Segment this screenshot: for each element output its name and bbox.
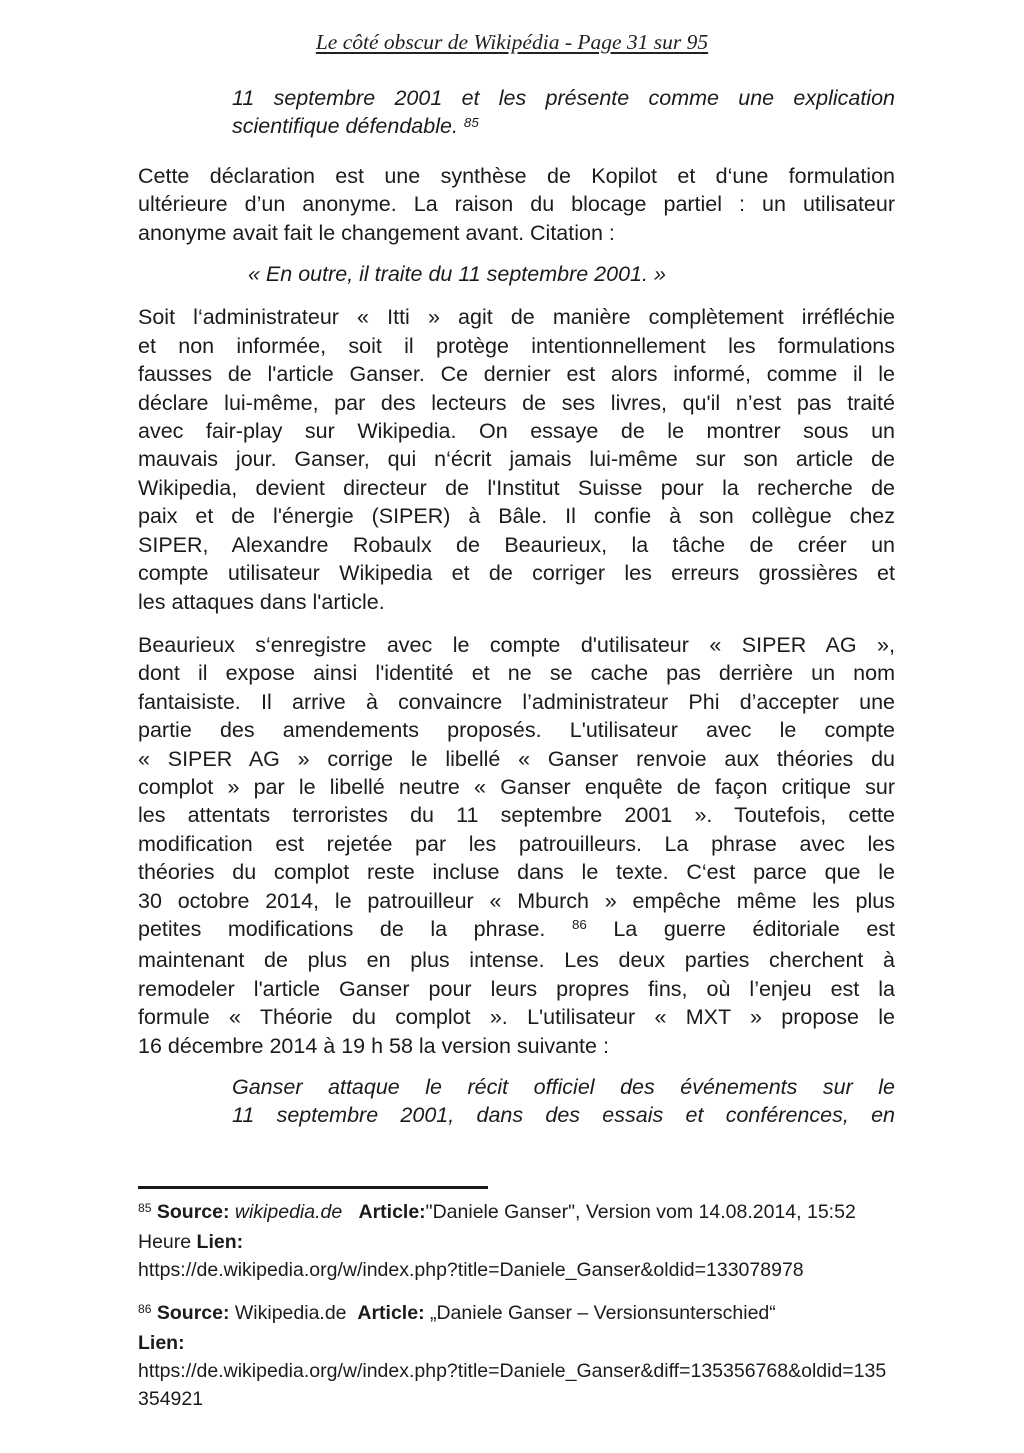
text-segment: Lien:	[138, 1331, 185, 1354]
text-segment: fantaisiste. Il arrive à convaincre l’administrateur Phi d’accepter une	[138, 689, 895, 714]
text-segment: remodeler l'article Ganser pour leurs propres fins, où l’enjeu est la	[138, 976, 895, 1001]
page-title: Le côté obscur de Wikipédia - Page 31 sur 95	[315, 30, 709, 54]
text-line	[138, 389, 895, 417]
text-segment: 30 octobre 2014, le patrouilleur « Mburch » empêche même les plus	[138, 888, 895, 913]
paragraph-1	[138, 162, 895, 247]
text-line	[138, 559, 895, 587]
text-segment: mauvais jour. Ganser, qui n‘écrit jamais lui-même sur son article de	[138, 447, 895, 472]
footnote-marker: 85	[463, 114, 479, 130]
text-line	[138, 1357, 895, 1385]
text-segment: les attentats terroristes du 11 septembre 2001 ». Toutefois, cette	[138, 803, 895, 828]
text-segment: Wikipedia, devient directeur de l'Institut Suisse pour la recherche de	[138, 475, 895, 500]
text-segment: 16 décembre 2014 à 19 h 58 la version suivante :	[138, 1033, 609, 1058]
text-segment: Cette déclaration est une synthèse de Kopilot et d‘une formulation	[138, 163, 895, 188]
text-line	[232, 1073, 895, 1101]
footnote-divider	[138, 1186, 488, 1189]
text-line	[138, 1329, 895, 1357]
text-line	[138, 1385, 895, 1413]
text-line	[138, 531, 895, 559]
text-segment: SIPER, Alexandre Robaulx de Beaurieux, la tâche de créer un	[138, 532, 895, 557]
block-quote-ganser	[232, 1073, 895, 1130]
footnote-marker: 86	[138, 1301, 152, 1316]
text-line	[138, 219, 895, 247]
text-segment: et non informée, soit il protège intentionnellement les formulations	[138, 333, 895, 358]
text-segment: les attaques dans l'article.	[138, 589, 385, 614]
text-line	[138, 417, 895, 445]
text-line	[138, 1198, 895, 1228]
text-segment: https://de.wikipedia.org/w/index.php?title=Daniele_Ganser&oldid=133078978	[138, 1258, 804, 1281]
text-segment: Beaurieux s‘enregistre avec le compte d'utilisateur « SIPER AG »,	[138, 632, 895, 657]
text-line	[138, 1299, 895, 1329]
text-segment: partie des amendements proposés. L'utilisateur avec le compte	[138, 718, 895, 743]
text-line	[138, 915, 895, 946]
text-line	[138, 773, 895, 801]
text-line	[232, 112, 895, 143]
text-segment: 11 septembre 2001, dans des essais et conférences, en	[232, 1103, 895, 1128]
text-segment: anonyme avait fait le changement avant. Citation :	[138, 220, 615, 245]
text-segment: ultérieure d’un anonyme. La raison du blocage partiel : un utilisateur	[138, 192, 895, 217]
text-segment: dont il expose ainsi l'identité et ne se cache pas derrière un nom	[138, 661, 895, 686]
text-line	[138, 332, 895, 360]
text-segment: « En outre, il traite du 11 septembre 2001. »	[248, 262, 666, 287]
text-segment	[347, 1302, 358, 1324]
text-line	[138, 502, 895, 530]
text-line	[138, 162, 895, 190]
block-quote-intro	[232, 84, 895, 144]
text-segment: Source:	[156, 1200, 235, 1223]
text-segment: Ganser attaque le récit officiel des événements sur le	[232, 1075, 895, 1099]
text-segment: avec fair-play sur Wikipedia. On essaye de le montrer sous un	[138, 419, 895, 444]
text-segment: Source:	[156, 1301, 235, 1324]
text-line	[138, 445, 895, 473]
text-segment: « SIPER AG » corrige le libellé « Ganser renvoie aux théories du	[138, 746, 895, 771]
text-segment: formule « Théorie du complot ». L'utilisateur « MXT » propose le	[138, 1005, 895, 1030]
footnote-marker: 86	[571, 917, 587, 933]
text-segment: 11 septembre 2001 et les présente comme une explication	[232, 86, 895, 110]
text-line	[138, 1256, 895, 1284]
text-line	[138, 659, 895, 687]
text-line	[138, 588, 895, 616]
text-line	[138, 688, 895, 716]
text-line	[138, 1228, 895, 1256]
text-segment: https://de.wikipedia.org/w/index.php?title=Daniele_Ganser&diff=135356768&oldid=135	[138, 1359, 887, 1382]
text-segment: 354921	[138, 1387, 204, 1410]
text-line	[138, 1032, 895, 1060]
paragraph-2	[138, 303, 895, 615]
text-line	[138, 745, 895, 773]
text-segment: modification est rejetée par les patrouilleurs. La phrase avec les	[138, 831, 895, 856]
text-line	[248, 260, 895, 288]
text-segment: Article:	[357, 1301, 430, 1324]
footnotes-section	[138, 1198, 895, 1413]
text-line	[138, 975, 895, 1003]
text-line	[138, 474, 895, 502]
text-segment: déclare lui-même, par des lecteurs de ses livres, qu'il n’est pas traité	[138, 390, 895, 415]
text-line	[138, 303, 895, 331]
text-segment: Article:	[358, 1200, 426, 1223]
text-line	[138, 716, 895, 744]
text-segment: Wikipedia.de	[234, 1301, 347, 1324]
text-segment: maintenant de plus en plus intense. Les deux parties cherchent à	[138, 948, 895, 973]
footnote-marker: 85	[138, 1200, 152, 1215]
text-segment	[342, 1201, 358, 1223]
text-line	[138, 887, 895, 915]
text-line	[138, 360, 895, 388]
page-content	[138, 0, 895, 1413]
text-line	[138, 858, 895, 886]
text-segment: paix et de l'énergie (SIPER) à Bâle. Il confie à son collègue chez	[138, 504, 895, 529]
text-line	[138, 1003, 895, 1031]
text-line	[138, 946, 895, 974]
text-line	[232, 1101, 895, 1129]
text-line	[138, 190, 895, 218]
text-segment: petites modifications de la phrase.	[138, 916, 572, 941]
text-segment: théories du complot reste incluse dans le texte. C‘est parce que le	[138, 860, 895, 885]
text-segment: fausses de l'article Ganser. Ce dernier est alors informé, comme il le	[138, 362, 895, 387]
text-segment: wikipedia.de	[234, 1200, 343, 1223]
text-line	[138, 801, 895, 829]
text-segment: „Daniele Ganser – Versionsunterschied“	[429, 1301, 776, 1324]
text-line	[138, 631, 895, 659]
text-line	[232, 84, 895, 112]
text-segment: "Daniele Ganser", Version vom 14.08.2014, 15:52	[425, 1200, 856, 1223]
text-segment: Soit l‘administrateur « Itti » agit de manière complètement irréfléchie	[138, 305, 895, 330]
text-segment: Lien:	[196, 1230, 244, 1253]
footnote-86	[138, 1299, 895, 1413]
text-segment: complot » par le libellé neutre « Ganser enquête de façon critique sur	[138, 774, 895, 799]
text-segment: Heure	[138, 1230, 197, 1253]
text-segment: La guerre éditoriale est	[586, 916, 896, 941]
paragraph-3	[138, 631, 895, 1060]
body-text	[138, 84, 895, 1130]
citation-line	[248, 260, 895, 288]
text-line	[138, 830, 895, 858]
text-segment: scientifique défendable.	[232, 114, 464, 139]
text-segment: compte utilisateur Wikipedia et de corriger les erreurs grossières et	[138, 561, 895, 586]
footnote-85	[138, 1198, 895, 1284]
